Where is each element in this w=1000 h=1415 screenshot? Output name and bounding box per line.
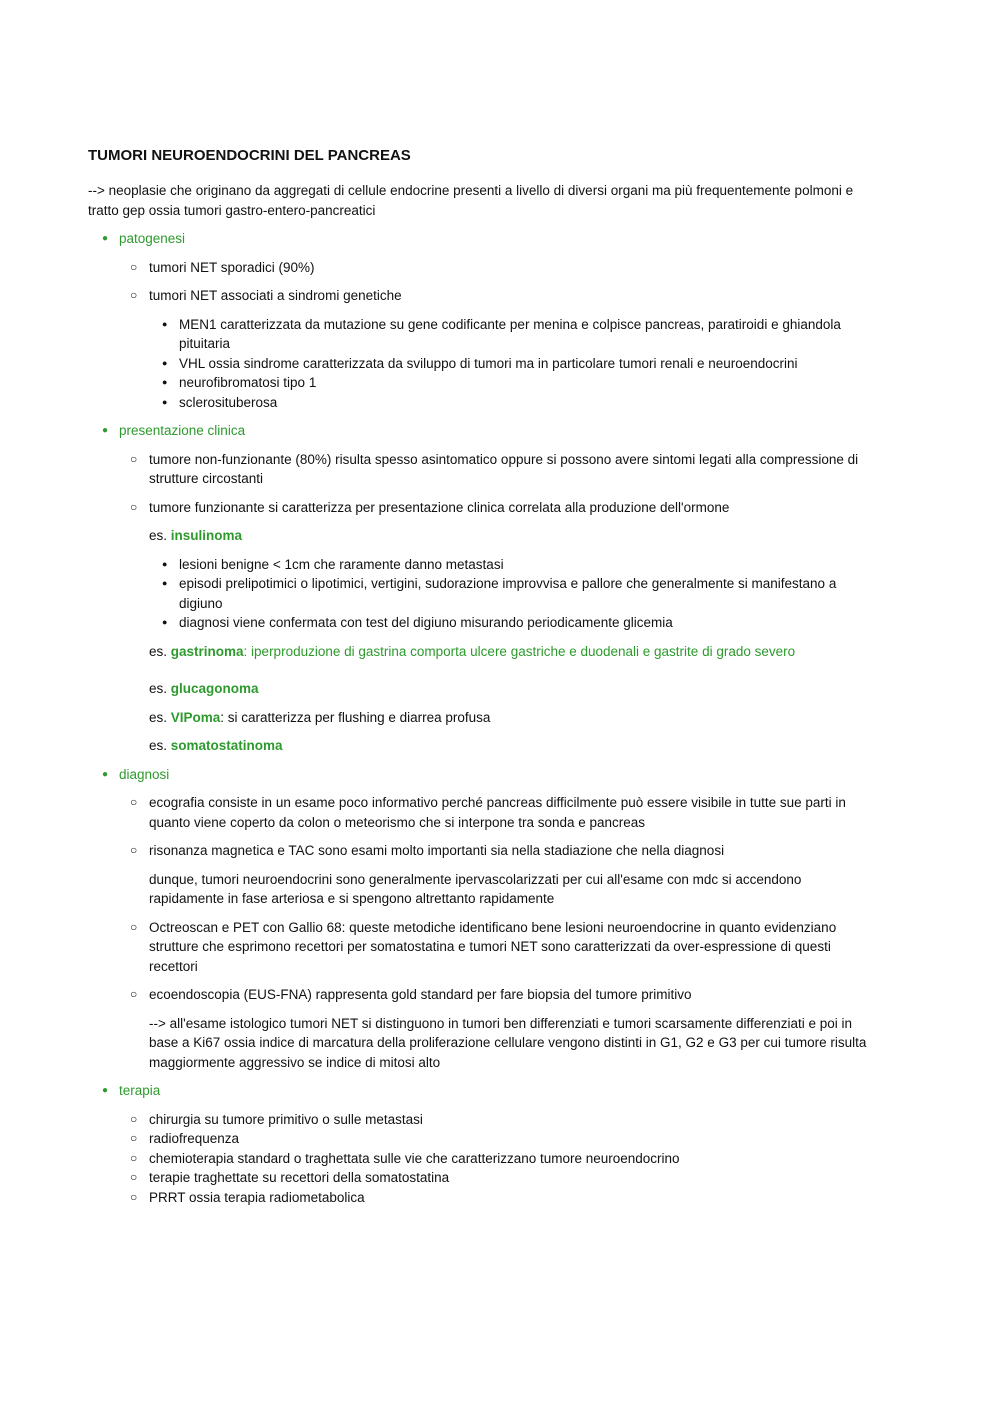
bullet-icon: ●: [102, 233, 109, 244]
bullet-icon: ●: [102, 425, 109, 436]
circle-bullet-icon: ○: [130, 1170, 138, 1184]
list-item: ○ tumore funzionante si caratterizza per presentazione clinica correlata alla produzione dell'ormone: [88, 498, 878, 518]
circle-bullet-icon: ○: [130, 843, 138, 857]
list-item: ○ chirurgia su tumore primitivo o sulle metastasi: [88, 1110, 878, 1130]
list-item: ○ radiofrequenza: [88, 1129, 878, 1149]
dot-bullet-icon: ●: [162, 617, 168, 627]
list-item: ○ tumore non-funzionante (80%) risulta spesso asintomatico oppure si possono avere sintomi legati alla compressione di strutture circostanti: [130, 451, 859, 486]
example-vipoma: es. VIPoma: si caratterizza per flushing e diarrea profusa: [149, 709, 491, 725]
document-page: [88, 145, 878, 1207]
list-item: ○ terapie traghettate su recettori della somatostatina: [88, 1168, 878, 1188]
section-heading: presentazione clinica: [119, 423, 246, 438]
section-terapia: [88, 1081, 878, 1101]
list-item: ● sclerosituberosa: [88, 393, 878, 413]
circle-bullet-icon: ○: [130, 499, 138, 514]
dot-bullet-icon: ●: [162, 578, 168, 588]
circle-bullet-icon: ○: [130, 288, 138, 302]
dot-bullet-icon: ●: [162, 357, 168, 368]
section-diagnosi: [88, 765, 878, 785]
list-item: ● lesioni benigne < 1cm che raramente danno metastasi: [88, 555, 878, 575]
list-item: ○ chemioterapia standard o traghettata sulle vie che caratterizzano tumore neuroendocrino: [88, 1149, 878, 1169]
circle-bullet-icon: ○: [130, 1111, 138, 1126]
list-item: ○ ecografia consiste in un esame poco informativo perché pancreas difficilmente può essere visibile in tutte sue parti in quanto viene coperto da colon o meteorismo che si interpone tra sonda e pancreas: [130, 795, 846, 830]
bullet-icon: ●: [102, 768, 109, 780]
circle-bullet-icon: ○: [130, 1189, 138, 1204]
circle-bullet-icon: ○: [130, 1131, 138, 1145]
circle-bullet-icon: ○: [130, 987, 138, 1001]
dot-bullet-icon: ●: [162, 396, 168, 407]
document-title: TUMORI NEUROENDOCRINI DEL PANCREAS: [88, 147, 411, 164]
circle-bullet-icon: ○: [130, 795, 138, 809]
circle-bullet-icon: ○: [130, 451, 138, 466]
circle-bullet-icon: ○: [130, 1150, 138, 1165]
section-heading: patogenesi: [119, 231, 186, 246]
list-item: ● MEN1 caratterizzata da mutazione su gene codificante per menina e colpisce pancreas, paratiroidi e ghiandola pituitaria: [162, 316, 841, 351]
list-item: ● diagnosi viene confermata con test del digiuno misurando periodicamente glicemia: [88, 613, 878, 633]
diagnosi-note: dunque, tumori neuroendocrini sono generalmente ipervascolarizzati per cui all'esame con mdc si accendono rapidamente in fase arteriosa e si spengono altrettanto rapidamente: [149, 871, 802, 906]
list-item: ○ Octreoscan e PET con Gallio 68: queste metodiche identificano bene lesioni neuroendocrine in quanto evidenziano strutture che esprimono recettori per somatostatina e tumori NET sono caratterizzati da over-espressione di questi recettori: [130, 919, 837, 974]
dot-bullet-icon: ●: [162, 377, 168, 387]
list-item: ○ ecoendoscopia (EUS-FNA) rappresenta gold standard per fare biopsia del tumore primitivo: [88, 985, 878, 1005]
list-item: ● VHL ossia sindrome caratterizzata da sviluppo di tumori ma in particolare tumori renali e neuroendocrini: [88, 354, 878, 374]
dot-bullet-icon: ●: [162, 318, 168, 329]
list-item: ○ tumori NET sporadici (90%): [88, 258, 878, 278]
circle-bullet-icon: ○: [130, 259, 138, 274]
example-gastrinoma: es. gastrinoma: iperproduzione di gastrina comporta ulcere gastriche e duodenali e gastrite di grado severo: [149, 643, 796, 659]
list-item: ○ tumori NET associati a sindromi genetiche: [88, 286, 878, 306]
list-item: ● episodi prelipotimici o lipotimici, vertigini, sudorazione improvvisa e pallore che generalmente si manifestano a digiuno: [162, 576, 837, 611]
example-insulinoma: es. insulinoma: [149, 528, 243, 543]
list-item: ○ PRRT ossia terapia radiometabolica: [88, 1188, 878, 1208]
section-patogenesi: [88, 229, 878, 249]
diagnosi-note: --> all'esame istologico tumori NET si distinguono in tumori ben differenziati e tumori scarsamente differenziati e poi in base a Ki67 ossia indice di marcatura della proliferazione cellulare vengono distinti in G1, G2 e G3 per cui tumore risulta maggiormente aggressivo se indice di mitosi alto: [149, 1015, 867, 1070]
list-item: ● neurofibromatosi tipo 1: [88, 373, 878, 393]
dot-bullet-icon: ●: [162, 558, 168, 569]
example-somatostatinoma: es. somatostatinoma: [149, 738, 283, 753]
example-glucagonoma: es. glucagonoma: [149, 681, 259, 696]
bullet-icon: ●: [102, 1085, 109, 1096]
section-heading: terapia: [119, 1083, 161, 1098]
list-item: ○ risonanza magnetica e TAC sono esami molto importanti sia nella stadiazione che nella diagnosi: [88, 841, 878, 861]
section-heading: diagnosi: [119, 766, 170, 782]
section-presentazione-clinica: [88, 421, 878, 441]
circle-bullet-icon: ○: [130, 919, 138, 934]
intro-text: --> neoplasie che originano da aggregati di cellule endocrine presenti a livello di diversi organi ma più frequentemente polmoni e tratto gep ossia tumori gastro-entero-pancreatici: [88, 183, 854, 218]
